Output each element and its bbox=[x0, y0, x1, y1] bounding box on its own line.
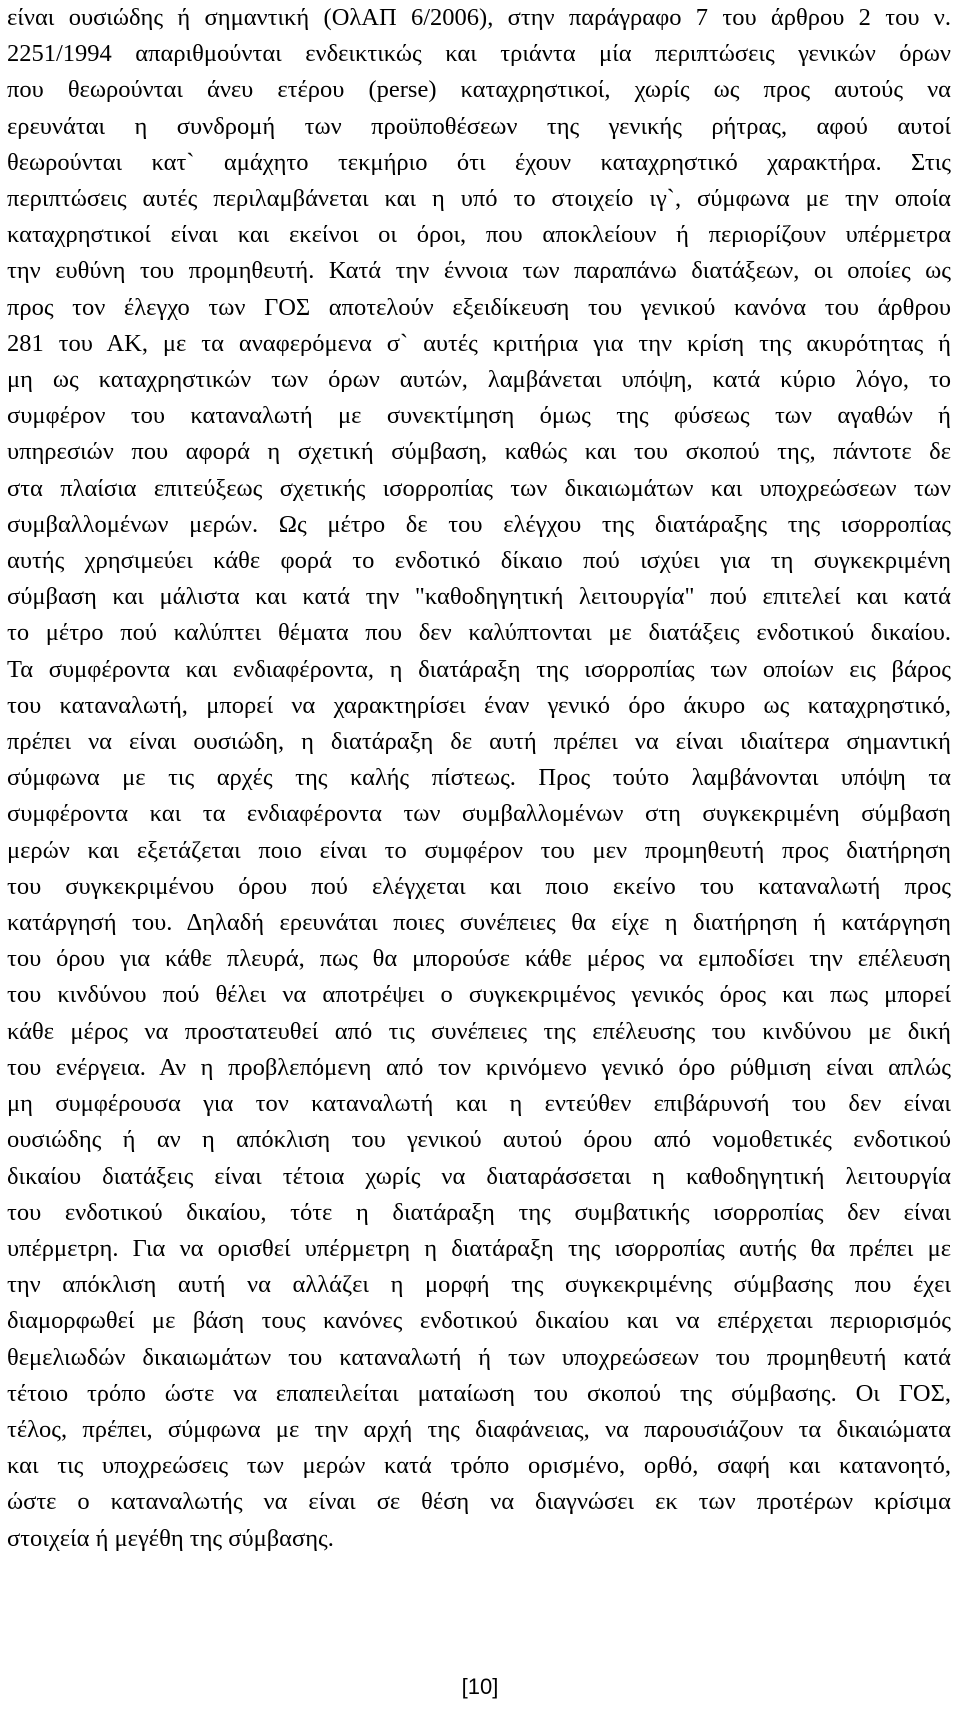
text-line: αυτής χρησιμεύει κάθε φορά το ενδοτικό δίκαιο πού ισχύει για τη συγκεκριμένη bbox=[7, 547, 951, 575]
text-line: προς τον έλεγχο των ΓΟΣ αποτελούν εξειδίκευση του γενικού κανόνα του άρθρου bbox=[7, 293, 951, 321]
text-line: Τα συμφέροντα και ενδιαφέροντα, η διατάραξη της ισορροπίας των οποίων εις βάρος bbox=[7, 655, 951, 683]
text-line: 281 του ΑΚ, με τα αναφερόμενα σ` αυτές κριτήρια για την κρίση της ακυρότητας ή bbox=[7, 329, 951, 357]
text-line: του καταναλωτή, μπορεί να χαρακτηρίσει έναν γενικό όρο άκυρο ως καταχρηστικό, bbox=[7, 691, 951, 719]
page-number: [10] bbox=[461, 1674, 499, 1699]
text-line: στοιχεία ή μεγέθη της σύμβασης. bbox=[7, 1524, 334, 1552]
text-line: διαμορφωθεί με βάση τους κανόνες ενδοτικού δικαίου και να επέρχεται περιορισμός bbox=[7, 1307, 951, 1335]
text-line: του όρου για κάθε πλευρά, πως θα μπορούσε κάθε μέρος να εμποδίσει την επέλευση bbox=[7, 945, 951, 973]
text-line: που θεωρούνται άνευ ετέρου (perse) καταχρηστικοί, χωρίς ως προς αυτούς να bbox=[7, 76, 951, 104]
text-line: και τις υποχρεώσεις των μερών κατά τρόπο ορισμένο, ορθό, σαφή και κατανοητό, bbox=[7, 1452, 951, 1480]
text-line: θεμελιωδών δικαιωμάτων του καταναλωτή ή των υποχρεώσεων του προμηθευτή κατά bbox=[7, 1343, 951, 1371]
text-line: κατάργησή του. Δηλαδή ερευνάται ποιες συνέπειες θα είχε η διατήρηση ή κατάργηση bbox=[7, 909, 951, 937]
text-line: είναι ουσιώδης ή σημαντική (ΟλΑΠ 6/2006), στην παράγραφο 7 του άρθρου 2 του ν. bbox=[7, 4, 951, 31]
text-line: υπέρμετρη. Για να ορισθεί υπέρμετρη η διατάραξη της ισορροπίας αυτής θα πρέπει με bbox=[7, 1234, 951, 1262]
text-line: ουσιώδης ή αν η απόκλιση του γενικού αυτού όρου από νομοθετικές ενδοτικού bbox=[7, 1126, 951, 1154]
text-line: το μέτρο πού καλύπτει θέματα που δεν καλύπτονται με διατάξεις ενδοτικού δικαίου. bbox=[7, 619, 951, 647]
text-line: την απόκλιση αυτή να αλλάζει η μορφή της συγκεκριμένης σύμβασης που έχει bbox=[7, 1271, 951, 1299]
text-line: ώστε ο καταναλωτής να είναι σε θέση να διαγνώσει εκ των προτέρων κρίσιμα bbox=[7, 1488, 951, 1516]
text-line: του κινδύνου πού θέλει να αποτρέψει ο συγκεκριμένος γενικός όρος και πως μπορεί bbox=[7, 981, 951, 1009]
text-line: μερών και εξετάζεται ποιο είναι το συμφέρον του μεν προμηθευτή προς διατήρηση bbox=[7, 836, 951, 864]
text-line: συμφέρον του καταναλωτή με συνεκτίμηση όμως της φύσεως των αγαθών ή bbox=[7, 402, 951, 430]
text-line: την ευθύνη του προμηθευτή. Κατά την έννοια των παραπάνω διατάξεων, οι οποίες ως bbox=[7, 257, 951, 285]
text-line: σύμφωνα με τις αρχές της καλής πίστεως. Προς τούτο λαμβάνονται υπόψη τα bbox=[7, 764, 951, 792]
text-line: μη συμφέρουσα για τον καταναλωτή και η εντεύθεν επιβάρυνσή του δεν είναι bbox=[7, 1090, 951, 1118]
text-line: τέτοιο τρόπο ώστε να επαπειλείται ματαίωση του σκοπού της σύμβασης. Οι ΓΟΣ, bbox=[7, 1379, 951, 1407]
text-line: πρέπει να είναι ουσιώδη, η διατάραξη δε αυτή πρέπει να είναι ιδιαίτερα σημαντική bbox=[7, 728, 951, 756]
text-line: θεωρούνται κατ` αμάχητο τεκμήριο ότι έχουν καταχρηστικό χαρακτήρα. Στις bbox=[7, 148, 951, 176]
text-line: συμφέροντα και τα ενδιαφέροντα των συμβαλλομένων στη συγκεκριμένη σύμβαση bbox=[7, 800, 951, 828]
text-line: σύμβαση και μάλιστα και κατά την "καθοδηγητική λειτουργία" πού επιτελεί και κατά bbox=[7, 583, 951, 611]
text-line: ερευνάται η συνδρομή των προϋποθέσεων της γενικής ρήτρας, αφού αυτοί bbox=[7, 112, 951, 140]
text-line: στα πλαίσια επιτεύξεως σχετικής ισορροπίας των δικαιωμάτων και υποχρεώσεων των bbox=[7, 474, 951, 502]
text-line: του συγκεκριμένου όρου πού ελέγχεται και ποιο εκείνο του καταναλωτή προς bbox=[7, 872, 951, 900]
text-line: του ενδοτικού δικαίου, τότε η διατάραξη της συμβατικής ισορροπίας δεν είναι bbox=[7, 1198, 951, 1226]
text-line: δικαίου διατάξεις είναι τέτοια χωρίς να διαταράσσεται η καθοδηγητική λειτουργία bbox=[7, 1162, 951, 1190]
text-line: συμβαλλομένων μερών. Ως μέτρο δε του ελέγχου της διατάραξης της ισορροπίας bbox=[7, 510, 951, 538]
text-line: 2251/1994 απαριθμούνται ενδεικτικώς και τριάντα μία περιπτώσεις γενικών όρων bbox=[7, 40, 951, 68]
text-line: μη ως καταχρηστικών των όρων αυτών, λαμβάνεται υπόψη, κατά κύριο λόγο, το bbox=[7, 366, 951, 394]
text-line: καταχρηστικοί είναι και εκείνοι οι όροι, που αποκλείουν ή περιορίζουν υπέρμετρα bbox=[7, 221, 951, 249]
text-line: τέλος, πρέπει, σύμφωνα με την αρχή της διαφάνειας, να παρουσιάζουν τα δικαιώματα bbox=[7, 1415, 951, 1443]
text-line: υπηρεσιών που αφορά η σχετική σύμβαση, καθώς και του σκοπού της, πάντοτε δε bbox=[7, 438, 951, 466]
text-line: του ενέργεια. Αν η προβλεπόμενη από τον κρινόμενο γενικό όρο ρύθμιση είναι απλώς bbox=[7, 1053, 951, 1081]
text-line: κάθε μέρος να προστατευθεί από τις συνέπειες της επέλευσης του κινδύνου με δική bbox=[7, 1017, 951, 1045]
text-line: περιπτώσεις αυτές περιλαμβάνεται και η υπό το στοιχείο ιγ`, σύμφωνα με την οποία bbox=[7, 185, 951, 213]
body-text bbox=[7, 0, 951, 1557]
